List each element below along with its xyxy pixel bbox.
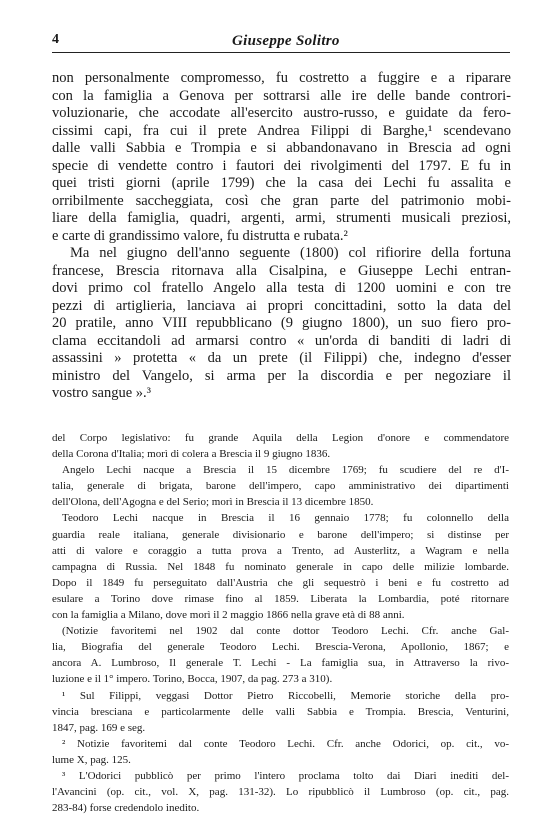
footnote-line: (Notizie favoritemi nel 1902 dal conte dottor Teodoro Lechi. Cfr. anche Gal- (62, 625, 509, 638)
main-text (52, 70, 511, 403)
footnote-line: del Corpo legislativo: fu grande Aquila della Legion d'onore e commendatore (52, 432, 509, 444)
footnote-line: della Corona d'Italia; morì di colera a Brescia il 9 giugno 1836. (52, 448, 331, 461)
text-line: ministro del Vangelo, si arma per la discordia e per negoziare il (52, 367, 511, 384)
text-line: cissimi capi, fra cui il prete Andrea Filippi di Barghe,¹ scendevano (52, 122, 511, 139)
text-line: quei tristi giorni (aprile 1799) che la casa dei Lechi fu assalita e (52, 175, 511, 191)
text-line: pezzi di artiglieria, lanciava ai propri concittadini, sotto la data del (52, 297, 511, 314)
footnote-line: ancora A. Lumbroso, Il generale T. Lechi - La famiglia sua, in Attraverso la rivo- (52, 657, 509, 670)
text-line: Ma nel giugno dell'anno seguente (1800) col rifiorire della fortuna (70, 245, 511, 261)
text-line: 20 pratile, anno VIII repubblicano (9 giugno 1800), un suo fiero pro- (52, 315, 511, 331)
page-number: 4 (52, 32, 59, 47)
footnote-line: campagna di Russia. Nel 1848 fu nominato generale in capo delle milizie lombarde. (52, 560, 509, 573)
footnote-line: con la famiglia a Milano, dove morì il 2 maggio 1866 nella grave età di 88 anni. (52, 609, 405, 622)
text-line: liare della famiglia, quadri, argenti, armi, strumenti musicali preziosi, (52, 210, 511, 226)
footnote-line: l'Avancini (op. cit., vol. X, pag. 131-32). Lo ripubblicò il Lumbroso (op. cit., pag. (52, 786, 509, 799)
page-header (52, 28, 510, 53)
text-line: francese, Brescia ritornava alla Cisalpina, e Giuseppe Lechi entran- (52, 262, 511, 279)
text-line: voluzionarie, che accodate all'esercito austro-russo, e guidate da fero- (52, 105, 511, 121)
footnote-line: ³ L'Odorici pubblicò per primo l'intero proclama tolto dai Diari inediti del- (62, 769, 509, 782)
text-line: e carte di grandissimo valore, fu distrutta e rubata.² (52, 227, 348, 244)
footnote-line: lia, Biografia del generale Teodoro Lechi. Brescia-Verona, Apollonio, 1867; e (52, 641, 509, 654)
footnote-line: 283-84) forse credendolo inedito. (52, 802, 200, 815)
footnote-line: esulare a Torino dove rimase fino al 1859. Liberata la Lombardia, poté ritornare (52, 592, 509, 605)
footnote-line: Angelo Lechi nacque a Brescia il 15 dicembre 1769; fu scudiere del re d'I- (62, 464, 509, 477)
running-title: Giuseppe Solitro (232, 33, 340, 49)
text-line: orribilmente saccheggiata, così che gran parte del patrimonio mobi- (52, 192, 511, 209)
text-line: con la famiglia a Genova per sottrarsi alle ire delle bande controri- (52, 87, 511, 104)
text-line: dalle valli Sabbia e Trompia e si abbandonavano in Brescia ad ogni (52, 140, 511, 156)
footnote-line: lume X, pag. 125. (52, 753, 131, 766)
footnote-line: atti di valore e coraggio a tutta prova a Trento, ad Austerlitz, a Wagram e nella (52, 544, 509, 557)
footnote-line: Teodoro Lechi nacque in Brescia il 16 gennaio 1778; fu colonnello della (62, 512, 509, 525)
footnote-line: ² Notizie favoritemi dal conte Teodoro Lechi. Cfr. anche Odorici, op. cit., vo- (62, 737, 509, 750)
text-line: non personalmente compromesso, fu costretto a fuggire e a riparare (52, 70, 511, 86)
text-line: vostro sangue ».³ (52, 385, 151, 401)
footnote-line: dell'Olona, dell'Agogna e del Serio; morì in Brescia il 13 dicembre 1850. (52, 496, 374, 509)
footnote-line: guardia reale italiana, generale divisionario e barone dell'impero; si distinse per (52, 528, 509, 541)
text-line: dovi primo col fratello Angelo alla testa di 1200 uomini e con tre (52, 280, 511, 296)
footnotes (52, 430, 509, 816)
footnote-line: vincia bresciana e particolarmente delle valli Sabbia e Trompia. Brescia, Venturini, (52, 705, 509, 718)
text-line: assassini » protetta « da un prete (il Filippi) che, indegno d'esser (52, 350, 511, 366)
footnote-line: luzione e il 1° impero. Torino, Bocca, 1907, da pag. 273 a 310). (52, 673, 333, 686)
footnote-line: 1847, pag. 169 e seg. (52, 721, 146, 734)
footnote-line: Dopo il 1849 fu perseguitato dall'Austria che gli sequestrò i beni e fu costretto ad (52, 576, 509, 589)
text-line: clama eccitandoli ad armarsi contro « un'orda di banditi di ladri di (52, 332, 511, 349)
footnote-line: ¹ Sul Filippi, veggasi Dottor Pietro Riccobelli, Memorie storiche della pro- (62, 689, 509, 702)
footnote-line: talia, generale di brigata, barone dell'impero, capo amministrativo dei dipartimenti (52, 480, 509, 493)
text-line: specie di vendette contro i fautori dei rivolgimenti del 1797. E fu in (52, 157, 511, 174)
